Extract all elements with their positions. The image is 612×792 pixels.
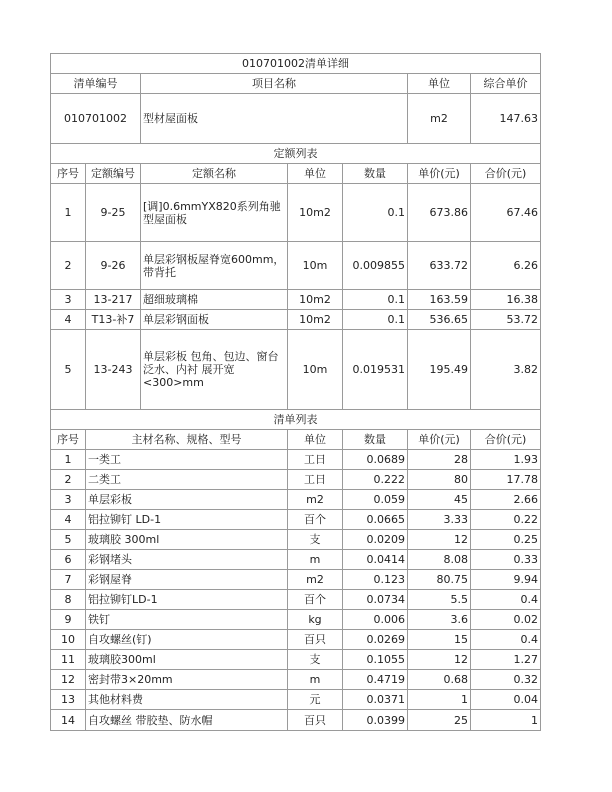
material-unit: 百个 (288, 590, 343, 610)
quota-col-unit: 单位 (288, 164, 343, 184)
materials-col-unit: 单位 (288, 430, 343, 450)
quota-code: T13-补7 (86, 310, 141, 330)
quota-qty: 0.009855 (343, 242, 408, 290)
material-unit: m2 (288, 570, 343, 590)
material-qty: 0.0269 (343, 630, 408, 650)
material-name: 玻璃胶 300ml (86, 530, 288, 550)
quota-unit: 10m2 (288, 290, 343, 310)
material-price: 15 (408, 630, 471, 650)
material-price: 8.08 (408, 550, 471, 570)
material-row (51, 710, 541, 731)
material-total: 9.94 (471, 570, 541, 590)
material-name: 二类工 (86, 470, 288, 490)
quota-name: [调]0.6mmYX820系列角驰型屋面板 (141, 184, 288, 242)
quota-unit: 10m (288, 242, 343, 290)
material-row (51, 470, 541, 490)
material-total: 0.22 (471, 510, 541, 530)
quota-col-qty: 数量 (343, 164, 408, 184)
material-row (51, 530, 541, 550)
material-total: 0.25 (471, 530, 541, 550)
materials-header-row (51, 430, 541, 450)
sheet-title: 010701002清单详细 (51, 54, 541, 74)
item-unit: m2 (408, 94, 471, 144)
quota-col-code: 定额编号 (86, 164, 141, 184)
quota-no: 4 (51, 310, 86, 330)
quota-name: 单层彩钢面板 (141, 310, 288, 330)
quota-name: 超细玻璃棉 (141, 290, 288, 310)
quota-col-no: 序号 (51, 164, 86, 184)
material-no: 12 (51, 670, 86, 690)
quota-price: 163.59 (408, 290, 471, 310)
quota-row (51, 184, 541, 242)
material-total: 0.4 (471, 590, 541, 610)
header-price-label: 综合单价 (471, 74, 541, 94)
material-unit: 百个 (288, 510, 343, 530)
material-no: 11 (51, 650, 86, 670)
material-qty: 0.0371 (343, 690, 408, 710)
material-no: 9 (51, 610, 86, 630)
quota-price: 195.49 (408, 330, 471, 410)
materials-col-price: 单价(元) (408, 430, 471, 450)
material-name: 铝拉铆钉LD-1 (86, 590, 288, 610)
quota-code: 13-243 (86, 330, 141, 410)
quota-header-row (51, 164, 541, 184)
quota-total: 6.26 (471, 242, 541, 290)
material-no: 2 (51, 470, 86, 490)
material-qty: 0.0414 (343, 550, 408, 570)
quota-name: 单层彩钢板屋脊宽600mm，带背托 (141, 242, 288, 290)
quota-total: 53.72 (471, 310, 541, 330)
material-unit: m2 (288, 490, 343, 510)
quota-no: 2 (51, 242, 86, 290)
material-no: 1 (51, 450, 86, 470)
material-unit: 百只 (288, 630, 343, 650)
quota-no: 5 (51, 330, 86, 410)
material-total: 1 (471, 710, 541, 731)
material-no: 6 (51, 550, 86, 570)
material-no: 4 (51, 510, 86, 530)
quota-no: 3 (51, 290, 86, 310)
material-total: 1.93 (471, 450, 541, 470)
material-row (51, 610, 541, 630)
material-row (51, 570, 541, 590)
item-price: 147.63 (471, 94, 541, 144)
header-unit-label: 单位 (408, 74, 471, 94)
bill-detail-table (50, 53, 541, 731)
material-unit: 元 (288, 690, 343, 710)
material-price: 28 (408, 450, 471, 470)
material-total: 1.27 (471, 650, 541, 670)
material-price: 5.5 (408, 590, 471, 610)
material-name: 彩钢屋脊 (86, 570, 288, 590)
materials-section-title: 清单列表 (51, 410, 541, 430)
material-price: 12 (408, 530, 471, 550)
material-row (51, 510, 541, 530)
quota-unit: 10m (288, 330, 343, 410)
quota-unit: 10m2 (288, 310, 343, 330)
material-qty: 0.0665 (343, 510, 408, 530)
quota-total: 67.46 (471, 184, 541, 242)
material-no: 10 (51, 630, 86, 650)
material-price: 45 (408, 490, 471, 510)
material-qty: 0.1055 (343, 650, 408, 670)
quota-total: 3.82 (471, 330, 541, 410)
material-total: 0.4 (471, 630, 541, 650)
material-total: 0.32 (471, 670, 541, 690)
material-unit: kg (288, 610, 343, 630)
material-price: 1 (408, 690, 471, 710)
quota-name: 单层彩板 包角、包边、窗台泛水、内衬 展开宽<300>mm (141, 330, 288, 410)
quota-row (51, 290, 541, 310)
materials-col-total: 合价(元) (471, 430, 541, 450)
material-qty: 0.0209 (343, 530, 408, 550)
material-row (51, 450, 541, 470)
material-total: 2.66 (471, 490, 541, 510)
material-no: 5 (51, 530, 86, 550)
material-unit: 支 (288, 530, 343, 550)
material-no: 13 (51, 690, 86, 710)
material-name: 自攻螺丝 带胶垫、防水帽 (86, 710, 288, 731)
material-qty: 0.0689 (343, 450, 408, 470)
quota-row (51, 242, 541, 290)
quota-price: 633.72 (408, 242, 471, 290)
material-row (51, 550, 541, 570)
material-unit: m (288, 670, 343, 690)
material-total: 17.78 (471, 470, 541, 490)
quota-qty: 0.1 (343, 310, 408, 330)
material-price: 25 (408, 710, 471, 731)
quota-code: 9-26 (86, 242, 141, 290)
material-row (51, 650, 541, 670)
material-name: 铝拉铆钉 LD-1 (86, 510, 288, 530)
quota-row (51, 310, 541, 330)
material-unit: m (288, 550, 343, 570)
quota-total: 16.38 (471, 290, 541, 310)
quota-unit: 10m2 (288, 184, 343, 242)
material-name: 其他材料费 (86, 690, 288, 710)
material-name: 自攻螺丝(钉) (86, 630, 288, 650)
material-no: 3 (51, 490, 86, 510)
material-qty: 0.059 (343, 490, 408, 510)
material-qty: 0.0734 (343, 590, 408, 610)
material-price: 3.33 (408, 510, 471, 530)
material-row (51, 690, 541, 710)
quota-no: 1 (51, 184, 86, 242)
item-name: 型材屋面板 (141, 94, 408, 144)
material-qty: 0.006 (343, 610, 408, 630)
material-row (51, 670, 541, 690)
material-unit: 工日 (288, 450, 343, 470)
material-price: 80 (408, 470, 471, 490)
material-price: 12 (408, 650, 471, 670)
header-name-label: 项目名称 (141, 74, 408, 94)
quota-code: 13-217 (86, 290, 141, 310)
material-qty: 0.123 (343, 570, 408, 590)
material-unit: 百只 (288, 710, 343, 731)
quota-qty: 0.1 (343, 184, 408, 242)
material-row (51, 490, 541, 510)
quota-qty: 0.1 (343, 290, 408, 310)
materials-col-name: 主材名称、规格、型号 (86, 430, 288, 450)
material-total: 0.33 (471, 550, 541, 570)
material-total: 0.02 (471, 610, 541, 630)
material-name: 玻璃胶300ml (86, 650, 288, 670)
material-qty: 0.222 (343, 470, 408, 490)
item-code: 010701002 (51, 94, 141, 144)
material-name: 铁钉 (86, 610, 288, 630)
material-price: 80.75 (408, 570, 471, 590)
material-row (51, 590, 541, 610)
materials-col-no: 序号 (51, 430, 86, 450)
quota-qty: 0.019531 (343, 330, 408, 410)
material-price: 0.68 (408, 670, 471, 690)
material-price: 3.6 (408, 610, 471, 630)
quota-price: 536.65 (408, 310, 471, 330)
material-total: 0.04 (471, 690, 541, 710)
material-name: 密封带3×20mm (86, 670, 288, 690)
quota-section-title: 定额列表 (51, 144, 541, 164)
quota-col-price: 单价(元) (408, 164, 471, 184)
material-qty: 0.0399 (343, 710, 408, 731)
material-no: 14 (51, 710, 86, 731)
material-name: 彩钢堵头 (86, 550, 288, 570)
quota-price: 673.86 (408, 184, 471, 242)
material-unit: 支 (288, 650, 343, 670)
material-no: 7 (51, 570, 86, 590)
material-no: 8 (51, 590, 86, 610)
material-name: 单层彩板 (86, 490, 288, 510)
material-name: 一类工 (86, 450, 288, 470)
material-unit: 工日 (288, 470, 343, 490)
quota-col-name: 定额名称 (141, 164, 288, 184)
quota-row (51, 330, 541, 410)
quota-code: 9-25 (86, 184, 141, 242)
materials-col-qty: 数量 (343, 430, 408, 450)
material-row (51, 630, 541, 650)
material-qty: 0.4719 (343, 670, 408, 690)
header-code-label: 清单编号 (51, 74, 141, 94)
quota-col-total: 合价(元) (471, 164, 541, 184)
